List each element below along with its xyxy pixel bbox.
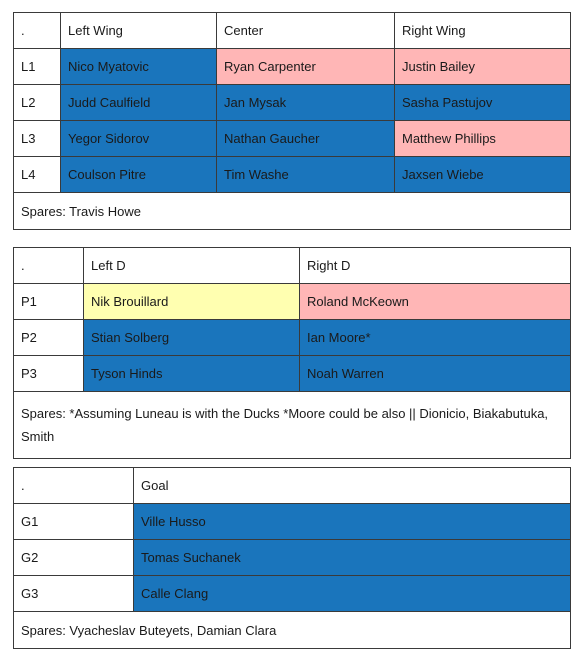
spares-row <box>14 193 571 230</box>
player-cell: Jan Mysak <box>217 85 395 121</box>
spares-note: Spares: Travis Howe <box>14 193 571 230</box>
player-cell: Noah Warren <box>300 356 571 392</box>
header-cell: . <box>14 468 134 504</box>
player-cell: Roland McKeown <box>300 284 571 320</box>
player-cell: Ian Moore* <box>300 320 571 356</box>
goalie-label: G2 <box>14 540 134 576</box>
table-row <box>14 576 571 612</box>
player-cell: Jaxsen Wiebe <box>395 157 571 193</box>
header-cell: . <box>14 248 84 284</box>
header-cell-goal: Goal <box>134 468 571 504</box>
player-cell: Matthew Phillips <box>395 121 571 157</box>
header-cell-center: Center <box>217 13 395 49</box>
spares-row <box>14 392 571 459</box>
table-row <box>14 320 571 356</box>
header-cell-left-wing: Left Wing <box>61 13 217 49</box>
table-row <box>14 85 571 121</box>
line-label: L2 <box>14 85 61 121</box>
header-cell: . <box>14 13 61 49</box>
header-cell-left-d: Left D <box>84 248 300 284</box>
table-header-row <box>14 468 571 504</box>
player-cell: Sasha Pastujov <box>395 85 571 121</box>
spares-note: Spares: Vyacheslav Buteyets, Damian Clara <box>14 612 571 649</box>
goalie-label: G3 <box>14 576 134 612</box>
forwards-lineup-table <box>13 12 571 230</box>
table-row <box>14 284 571 320</box>
player-cell: Stian Solberg <box>84 320 300 356</box>
table-row <box>14 157 571 193</box>
player-cell: Ryan Carpenter <box>217 49 395 85</box>
table-row <box>14 356 571 392</box>
table-header-row <box>14 248 571 284</box>
player-cell: Nik Brouillard <box>84 284 300 320</box>
player-cell: Judd Caulfield <box>61 85 217 121</box>
line-label: L1 <box>14 49 61 85</box>
spares-row <box>14 612 571 649</box>
table-row <box>14 540 571 576</box>
player-cell: Yegor Sidorov <box>61 121 217 157</box>
line-label: L3 <box>14 121 61 157</box>
player-cell: Coulson Pitre <box>61 157 217 193</box>
table-row <box>14 49 571 85</box>
goalies-table <box>13 467 571 649</box>
table-row <box>14 121 571 157</box>
table-row <box>14 504 571 540</box>
table-header-row <box>14 13 571 49</box>
pair-label: P2 <box>14 320 84 356</box>
header-cell-right-d: Right D <box>300 248 571 284</box>
player-cell: Tim Washe <box>217 157 395 193</box>
line-label: L4 <box>14 157 61 193</box>
spares-note: Spares: *Assuming Luneau is with the Ducks *Moore could be also || Dionicio, Biakabutuka, Smith <box>14 392 571 459</box>
defense-pairings-table <box>13 247 571 459</box>
player-cell: Ville Husso <box>134 504 571 540</box>
pair-label: P3 <box>14 356 84 392</box>
player-cell: Nathan Gaucher <box>217 121 395 157</box>
player-cell: Nico Myatovic <box>61 49 217 85</box>
player-cell: Tomas Suchanek <box>134 540 571 576</box>
header-cell-right-wing: Right Wing <box>395 13 571 49</box>
goalie-label: G1 <box>14 504 134 540</box>
pair-label: P1 <box>14 284 84 320</box>
player-cell: Justin Bailey <box>395 49 571 85</box>
player-cell: Calle Clang <box>134 576 571 612</box>
player-cell: Tyson Hinds <box>84 356 300 392</box>
